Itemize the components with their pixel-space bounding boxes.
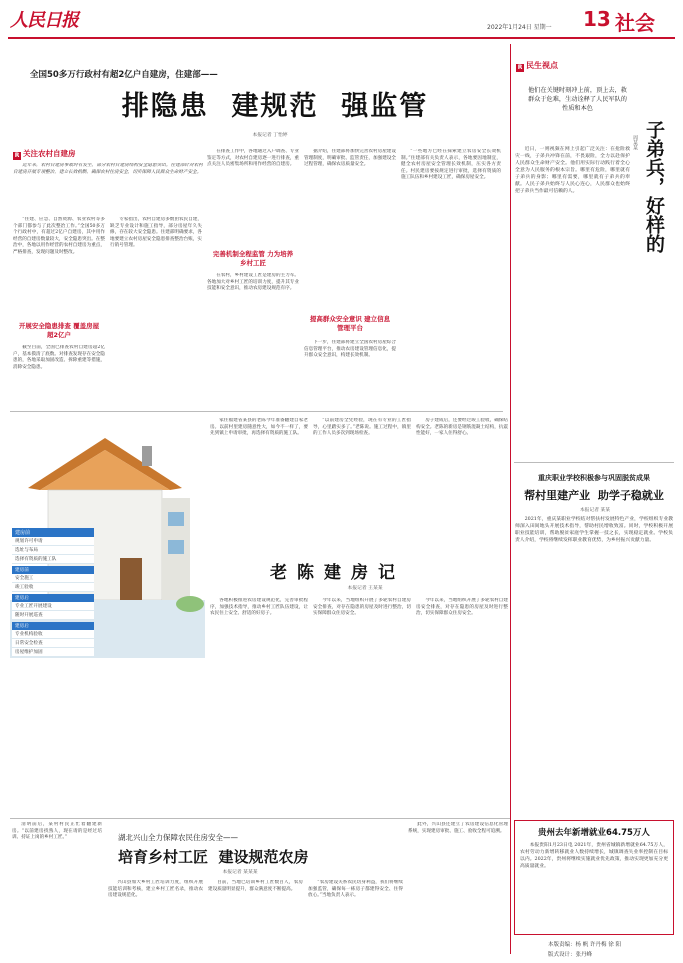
bottom-kicker: 湖北兴山全力保障农民住房安全—— xyxy=(118,833,238,842)
story2-headline: 帮村里建产业 助学子稳就业 xyxy=(524,489,664,502)
masthead-date: 2022年1月24日 星期一 xyxy=(487,24,552,31)
bottom-col2-text: 兴山县加大乡村工匠培训力度，组织开展技能培训和考核，建立乡村工匠名录，推动农房建设规范化。 xyxy=(108,880,203,899)
sidebar-essay-text: 近日，一则视频在网上引起广泛关注：在抢险救灾一线，子弟兵冲锋在前，不畏艰险，全力以赴保护人民群众生命财产安全。他们用实际行动践行着全心全意为人民服务的根本宗旨。哪里有危险，哪里就有子弟兵的身影；哪里有需要，哪里就有子弟兵的奉献。人民子弟兵始终与人民心连心，人民群众也始终把子弟兵当作最可信赖的人。 xyxy=(515,147,630,194)
feature-menu-item: 安全施工 xyxy=(12,574,94,583)
masthead-rule xyxy=(8,37,675,39)
sidebar-section-title: 民生视点 xyxy=(526,61,558,70)
lead-sub2: 完善机制全程监管 力为培养乡村工匠 xyxy=(212,250,294,267)
bottom-col5-text: 此外，兴山县还建立了农房建设信息化管理系统，实现建房审批、施工、验收全程可追溯。 xyxy=(408,822,508,834)
flag-icon: R xyxy=(517,64,523,71)
divider-sidebar xyxy=(510,44,511,954)
lead-col3-text: 在排查工作中，各地通过入户调查、专业鉴定等方式，对农村自建房逐一进行排查，重点关注人员密集场所和用作经营的自建房。 xyxy=(207,149,299,168)
lead-headline: 排隐患 建规范 强监管 xyxy=(121,91,429,122)
divider-sidebar-1 xyxy=(514,462,674,463)
feature-menu-item: 竣工验收 xyxy=(12,583,94,592)
feature-col5 xyxy=(313,598,411,708)
footer-editor: 本版责编：杨 帆 许丹梅 徐 阳 xyxy=(548,942,621,948)
feature-menu-item: 专业工匠开展建设 xyxy=(12,602,94,611)
divider-lead-bottom xyxy=(10,411,503,412)
lead-sub3: 提高群众安全意识 建立信息管理平台 xyxy=(309,315,391,332)
feature-menu-item: 建房前 xyxy=(12,566,94,574)
footer-designer: 版式设计：张丹峰 xyxy=(548,952,593,958)
feature-col3 xyxy=(416,418,508,553)
sidebar-essay-body xyxy=(515,146,630,376)
feature-col4 xyxy=(210,598,308,708)
section-name: 社会 xyxy=(615,11,655,35)
lead-col1-text: “住建、应急、自然资源、农业农村等多个部门都参与了此次整治工作。”全国50多万个行政村中，有超过2亿户自建房，其中用作经营的自建房数量较大，安全隐患突出。在整治中，各地以用作经营的农村自建房为重点，严格排查，发现问题及时整改。 xyxy=(13,217,105,255)
lead-col4 xyxy=(304,149,396,294)
feature-menu-item: 日常安全检查 xyxy=(12,639,94,648)
lead-col5 xyxy=(401,149,501,407)
feature-menu-item: 房屋维护加固 xyxy=(12,648,94,657)
feature-headline: 老陈建房记 xyxy=(270,563,405,583)
lead-sub1: 开展安全隐患排查 覆盖房屋超2亿户 xyxy=(18,322,100,339)
bottom-col4 xyxy=(308,880,403,958)
feature-menu-item: 建房后 xyxy=(12,594,94,602)
lead-col3b-text: 在农村，乡村建设工匠是建房的主力军。各地加大对乡村工匠的培训力度，提升其专业技能和安全意识，推动农房建设规范有序。 xyxy=(207,273,299,292)
sidebar-section xyxy=(516,60,558,72)
lead-col1b xyxy=(13,345,105,405)
flag-icon: R xyxy=(14,152,20,159)
feature-menu-item: 建房后 xyxy=(12,622,94,630)
lead-intro-text: 近年来，农村自建房事故时有发生，部分农村自建房结构安全隐患突出。住建部针对农村自建房开展专项整治，建立长效机制，确保农村住房安全，切实保障人民群众生命财产安全。 xyxy=(13,163,203,175)
feature-col5-text: 今年以来，当地组织开展了多轮农村自建房安全排查，对存在隐患的房屋及时进行整治，切实保障群众住房安全。 xyxy=(313,598,411,617)
lead-col2-text: 专家指出，农村自建房多数由农民自建，缺乏专业设计和施工指导，部分房屋年久失修，存在较大安全隐患。住建部明确要求，各地要建立农村房屋安全隐患排查整治台账，实行销号管理。 xyxy=(110,217,202,249)
bottom-col3 xyxy=(208,880,303,958)
feature-menu-item: 规划许可申请 xyxy=(12,537,94,546)
lead-kicker: 全国50多万行政村有超2亿户自建房，住建部—— xyxy=(30,70,218,80)
feature-menu-title: 建房前 xyxy=(12,528,94,537)
bottom-col5 xyxy=(408,822,508,958)
sidebar-essay-title: 子弟兵，好样的 xyxy=(643,120,665,253)
lead-col3 xyxy=(207,149,299,244)
feature-col3-text: 房子建成后，还要经过竣工验收，确保结构安全。老陈的新房是钢筋混凝土结构，抗震性能好，一家人住得舒心。 xyxy=(416,418,508,437)
bottom-left-text xyxy=(12,822,102,957)
lead-intro xyxy=(13,163,203,213)
lead-col1b-text: 截至目前，全国已排查农村自建房超2亿户，基本摸清了底数。对排查发现存在安全隐患的，各地采取加固改造、拆除重建等措施，消除安全隐患。 xyxy=(13,345,105,370)
feature-col1-text: 家住福建省某县的老陈今年准备翻建自家老房。以前村里建房随意性大，如今不一样了，要先到镇上申请审批，再选择有资质的施工队。 xyxy=(210,418,308,437)
lead-col4-text: 据介绍，住建部将加快完善农村房屋建设管理制度，明确审批、监管责任，加强建设全过程管理，确保农房质量安全。 xyxy=(304,149,396,168)
story3-body xyxy=(520,842,668,927)
story2-kicker: 重庆职业学校积极参与巩固脱贫成果 xyxy=(538,474,650,482)
feature-col2-text: “以前建房全凭经验，现在有专业的工匠指导，心里踏实多了。”老陈说。施工过程中，镇里的工作人员多次到现场检查。 xyxy=(313,418,411,437)
lead-col4b-text: 下一步，住建部将建立全国农村房屋综合信息管理平台，推动农房建设管理信息化，提升群众安全意识，构建长效机制。 xyxy=(304,340,396,359)
feature-menu-item: 随时开展巡查 xyxy=(12,611,94,620)
page-number: 13 xyxy=(583,7,611,31)
bottom-col3-text: 目前，当地已培训乡村工匠数百人，农房建设质量明显提升，群众满意度不断提高。 xyxy=(208,880,303,892)
story2-byline: 本报记者 某某 xyxy=(579,508,611,513)
feature-col6 xyxy=(416,598,508,818)
lead-flag-title: 关注农村自建房 xyxy=(23,149,76,158)
bottom-col1-text: 清明前后，某村村民正忙着翻建新房。“以前建房找熟人，现在请的是经过培训、持证上岗的乡村工匠。” xyxy=(12,822,102,841)
feature-col4-text: 各地积极推进农房建设规范化，完善审批程序，加强技术指导，推动乡村工匠队伍建设，让农民住上安全、舒适的好房子。 xyxy=(210,598,308,617)
feature-menu-list xyxy=(12,537,94,657)
lead-col3b xyxy=(207,273,299,408)
divider-bottom-story xyxy=(10,818,510,819)
feature-menu-item: 专业机构验收 xyxy=(12,630,94,639)
story2-body-text: 2021年，重庆某职业学校结对帮扶村发展特色产业，学校组织专业教师深入田间地头开展技术指导，帮助村民增收致富。同时，学校积极开展职业技能培训，帮助脱贫家庭学生掌握一技之长，实现稳定就业。学校负责人介绍，学校将继续发挥职业教育优势，为乡村振兴贡献力量。 xyxy=(515,517,673,543)
masthead xyxy=(0,0,683,40)
sidebar-quote: 他们在关键时刻冲上前，顶上去，救群众于危难，生动诠释了人民军队的性质和本色 xyxy=(528,87,627,112)
lead-col1 xyxy=(13,217,105,317)
bottom-byline: 本报记者 某某某 xyxy=(222,870,258,875)
bottom-col4-text: “农房建设关系农民切身利益，我们将继续加强监管，确保每一栋房子都建得安全、住得放心。”当地负责人表示。 xyxy=(308,880,403,899)
feature-byline: 本报记者 王某某 xyxy=(347,586,383,591)
lead-byline: 本报记者 丁怡婷 xyxy=(252,133,288,138)
feature-menu xyxy=(12,528,94,657)
feature-col2 xyxy=(313,418,411,553)
feature-menu-item: 选址与布局 xyxy=(12,546,94,555)
feature-col6-text: 今年以来，当地组织开展了多轮农村自建房安全排查，对存在隐患的房屋及时进行整治，切实保障群众住房安全。 xyxy=(416,598,508,617)
story3-box xyxy=(514,820,674,935)
masthead-logo: 人民日报 xyxy=(10,10,78,31)
bottom-col2 xyxy=(108,880,203,958)
lead-col2 xyxy=(110,217,202,407)
lead-col4b xyxy=(304,340,396,408)
story2-body xyxy=(515,516,673,816)
feature-col1 xyxy=(210,418,308,553)
feature-menu-item: 选择有资质的施工队 xyxy=(12,555,94,564)
story3-body-text: 本报贵阳1月23日电 2021年，贵州省城镇新增就业64.75万人，农村劳动力新增转移就业人数持续增长，城镇调查失业率控制在目标以内。2022年，贵州将继续实施就业优先政策，推动实现更加充分更高质量就业。 xyxy=(520,843,668,869)
sidebar-essay-author: 周某某 xyxy=(632,135,638,150)
story3-headline: 贵州去年新增就业64.75万人 xyxy=(538,828,650,838)
bottom-headline: 培育乡村工匠 建设规范农房 xyxy=(118,848,309,866)
lead-col5-text: “一些地方已经在探索建立农房安全长效机制。”住建部有关负责人表示，各地要因地制宜，健全农村房屋安全管理长效机制，压实各方责任。村民建房要按规定进行审批，选择有资质的施工队伍和乡村建设工匠，确保房屋安全。 xyxy=(401,149,501,181)
lead-flag xyxy=(13,148,76,160)
